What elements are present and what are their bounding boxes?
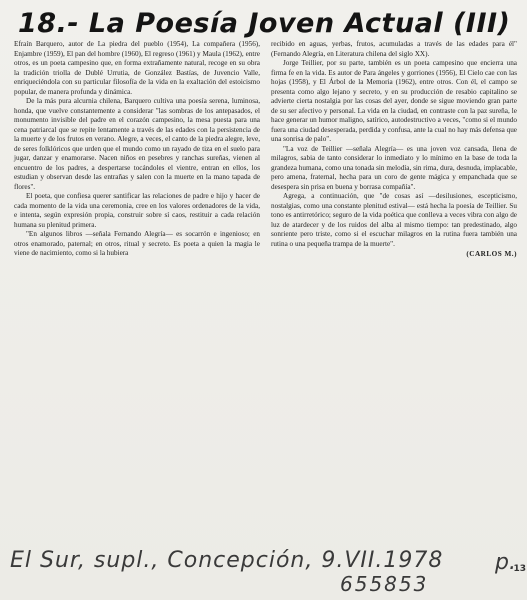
- article-title: 18.- La Poesía Joven Actual (III): [18, 8, 511, 39]
- paragraph: Agrega, a continuación, que "de cosas así —desilusiones, escepticismo, nostalgias, como una constante plenitud estival— está hecha la poesía de Teillier. Su tono es antirretórico; seguro de la vida poética que conlleva a veces vibra con algo de luz de atardecer y de los ruidos del alba al mismo tiempo: tan predestinado, algo sonriente pero triste, como si el escuchar milagros en la rutina fuera también una rutina o una pequeña trampa de la muerte".: [271, 192, 517, 248]
- page-label: p.: [495, 550, 516, 575]
- author-signature: (CARLOS M.): [466, 250, 517, 258]
- right-column: [271, 40, 517, 535]
- left-column: [14, 40, 260, 540]
- paragraph: "En algunos libros —señala Fernando Alegría— es socarrón e ingenioso; en otros enamorado, paternal; en otros, ritual y secreto. Es poeta a quien la magia le viene de nacimiento, como si la hubiera: [14, 230, 260, 257]
- catalog-code: 655853: [340, 572, 429, 596]
- paragraph: Efraín Barquero, autor de La piedra del pueblo (1954), La compañera (1956), Enjambre (1959), El pan del hombre (1960), El regreso (1961) y Maula (1962), entre otros, es un poeta campesino que, en forma extrañamente natural, recoge en su obra la tradición triolla de Dublé Urrutia, de González Bastías, de Juvencio Valle, enriqueciéndola con su particular filosofía de la vida en la exaltación del estoicismo popular, de manera profunda y dinámica.: [14, 40, 260, 96]
- paragraph: recibido en aguas, yerbas, frutos, acumuladas a través de las edades para él" (Fernando Alegría, en Literatura chilena del siglo XX).: [271, 40, 517, 58]
- paragraph: Jorge Teillier, por su parte, también es un poeta campesino que encierra una firma fe en la vida. Es autor de Para ángeles y gorriones (1956), El Cielo cae con las hojas (1958), y El Árbol de la Memoria (1962), entre otros. Con él, el campo se presenta como algo lejano y secreto, y en su producción de resabio capitalino se advierte cierta nostalgia por las cosas del ayer, donde se sigue moviendo gran parte de su ser afectivo y personal. La vida en la ciudad, en contraste con la paz sureña, le hace generar un humor maligno, satírico, autodestructivo a veces, "como si el mundo fuera una ciudad desesperada, perdida y confusa, ante la cual no hay más defensa que una sonrisa de palo".: [271, 59, 517, 143]
- paragraph: De la más pura alcurnia chilena, Barquero cultiva una poesía serena, luminosa, honda, que vuelve constantemente a considerar "las sombras de los antepasados, el monumento invisible del padre en el corazón campesino, la mesa puesta para una cena patriarcal que se repite lentamente a través de las edades con la persistencia de la muerte y de los frutos en verano. Alegre, a veces, el canto de la piedra alegre, leve, de seres folklóricos que urden que el mundo como un rayado de tiza en el suelo para jugar, danzar y enamorarse. Nacen niños en pesebres y ranchas sureñas, vienen al encuentro de los padres, a despertarse tocándoles el vientre, entran en ellos, los estudian y observan desde las entrañas y salen con la muerte en la mano tapada de flores".: [14, 97, 260, 191]
- paragraph: "La voz de Teillier —señala Alegría— es una joven voz cansada, llena de milagros, sabia de tanto considerar lo inmediato y lo mínimo en la base de toda la grandeza humana, como una tonada sin melodía, sin rima, dura, desnuda, implacable, pero amena, fraternal, hecha para un coro de gente mágica y empanchada que se desespera sin prisa en buena y borrasa compañía".: [271, 144, 517, 191]
- handwritten-annotation: [10, 548, 526, 598]
- source-reference: El Sur, supl., Concepción, 9.VII.1978: [10, 548, 444, 573]
- paragraph: El poeta, que confiesa querer santificar las relaciones de padre e hijo y hacer de cada momento de la vida una ceremonia, cree en los valores ordenadores de la vida, e intenta, según expresión propia, construir sobre sí caos, restituir a cada relación humana su plenitud primera.: [14, 192, 260, 229]
- page-number: 13: [513, 564, 526, 574]
